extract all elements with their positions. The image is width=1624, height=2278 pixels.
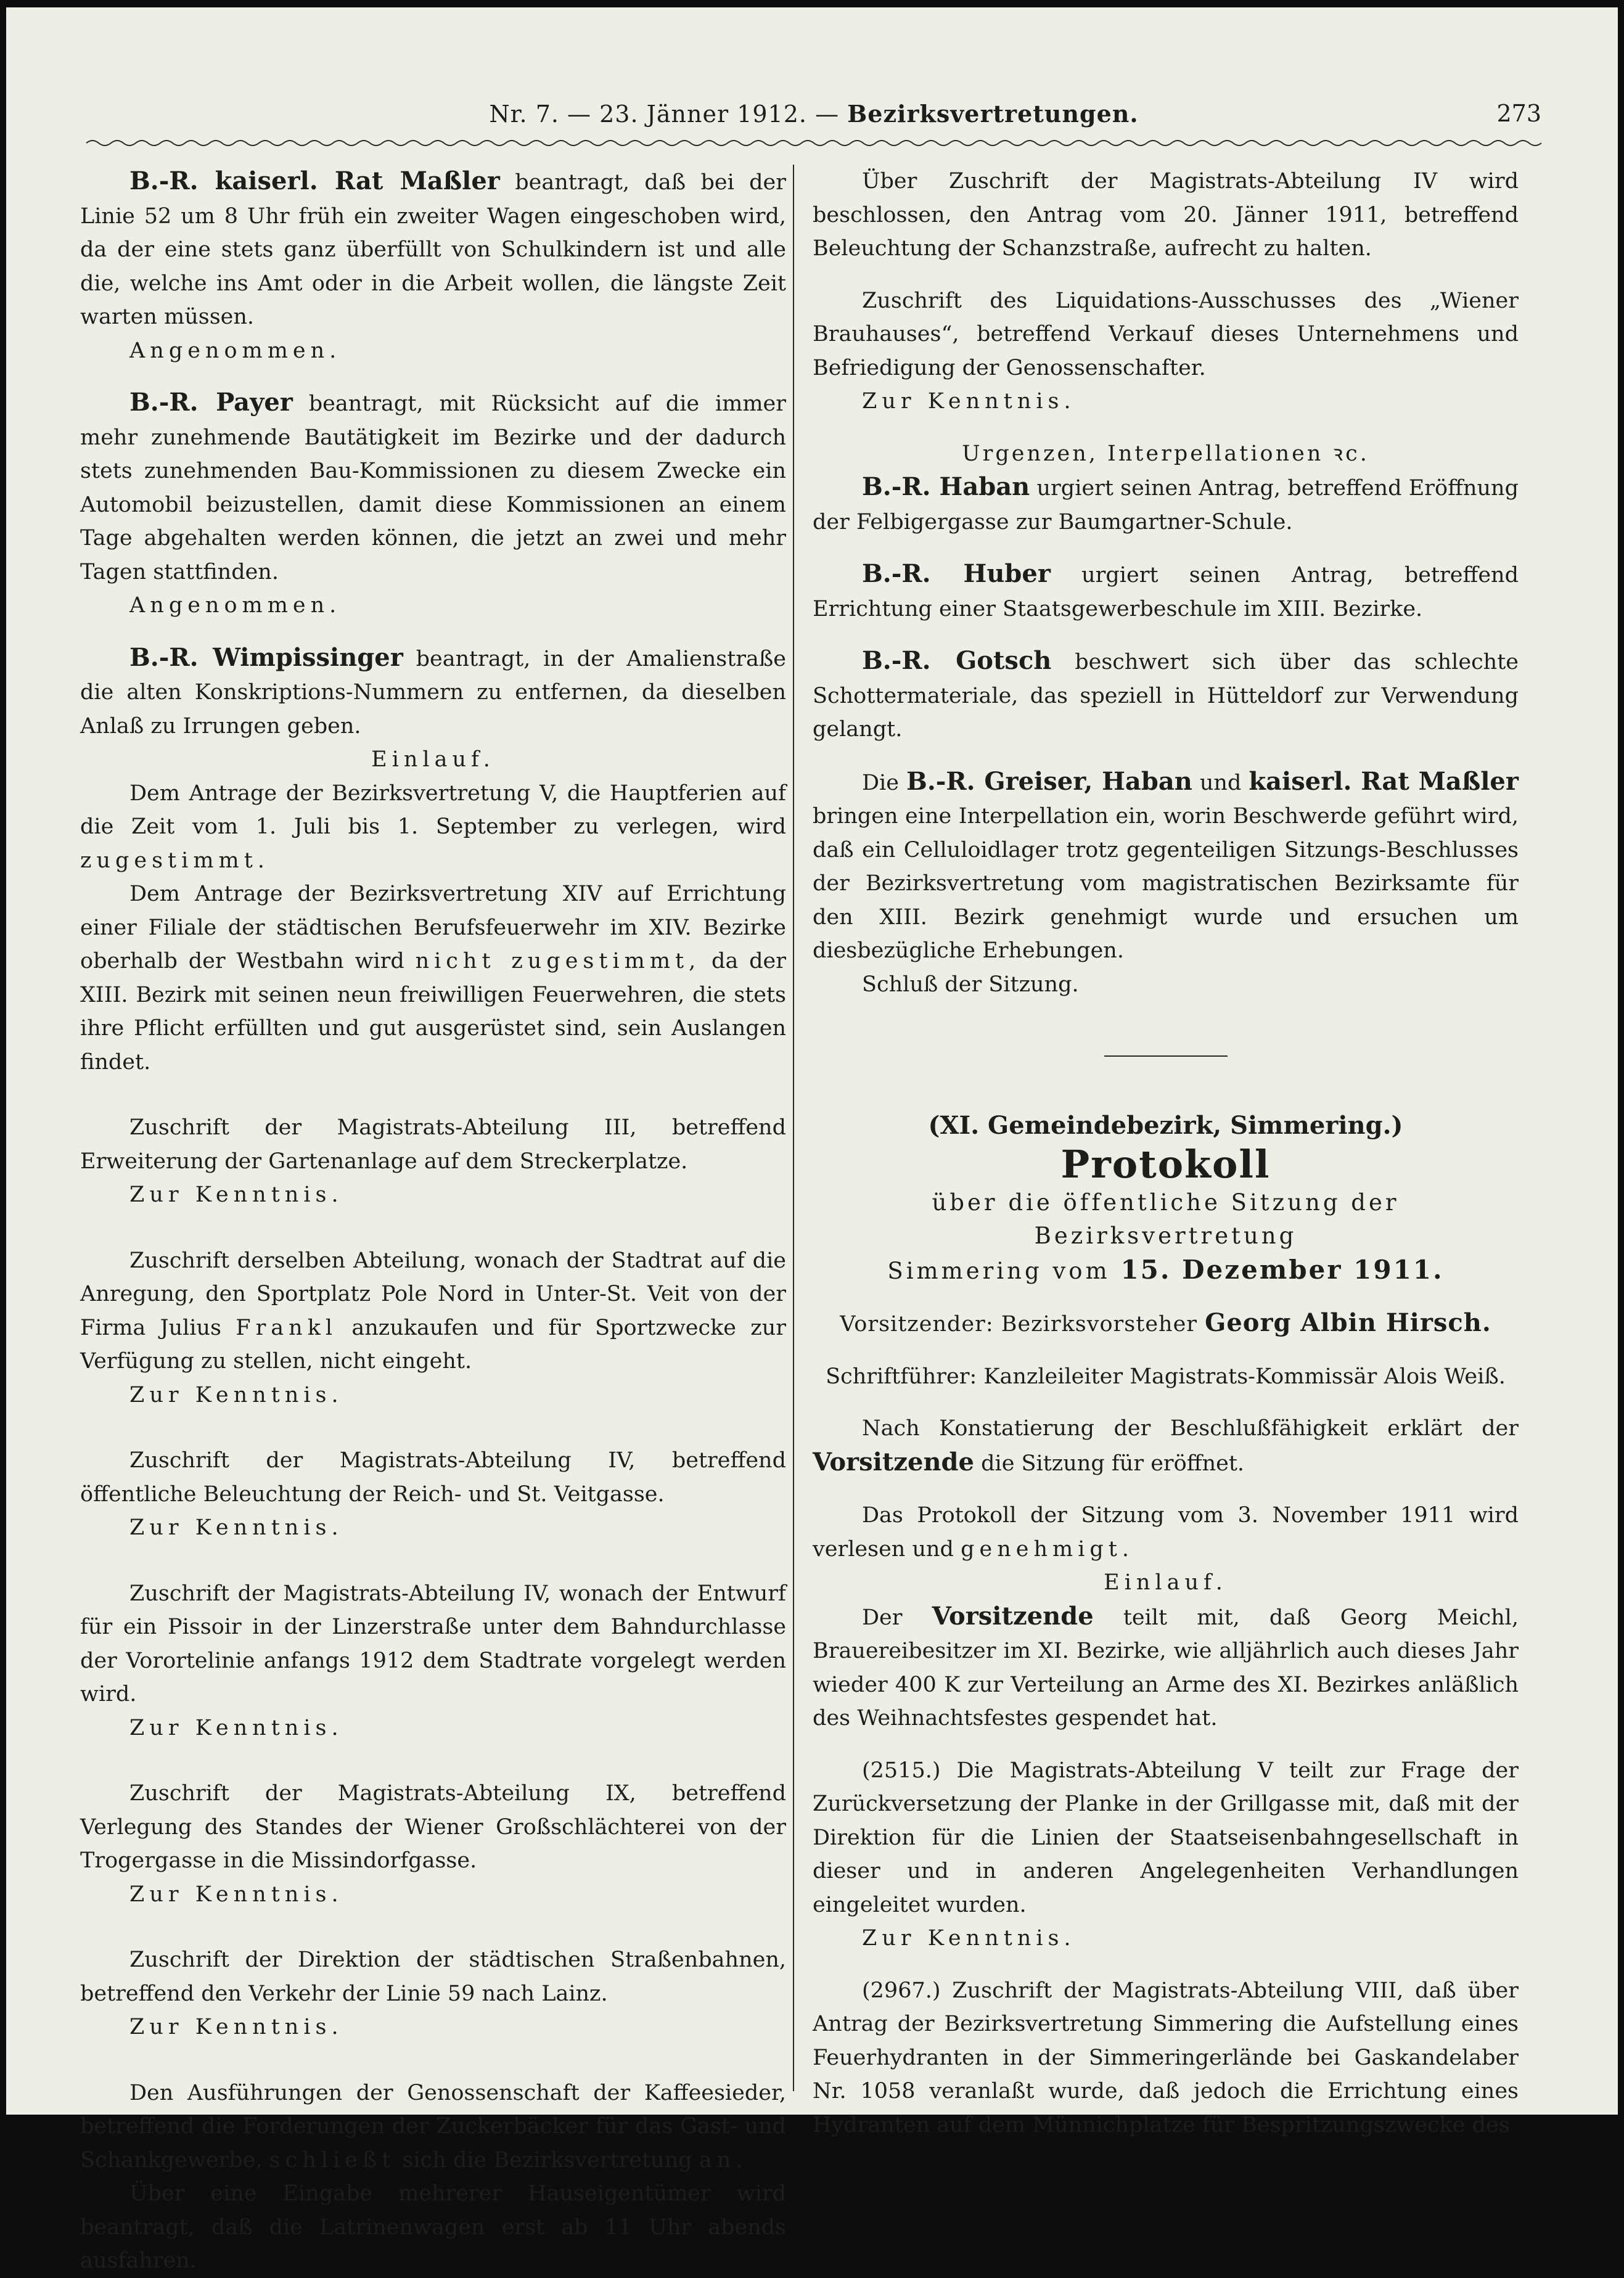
paragraph-sportplatz: Zuschrift derselben Abteilung, wonach der Stadtrat auf die Anregung, den Sportplatz Pole Nord in Unter-St. Veit von der Firma Julius Frankl anzukaufen und für Sportzwecke zur Verfügung zu stellen, nicht eingeht. xyxy=(80,1248,786,1374)
protokoll-date: Simmering vom 15. Dezember 1911. xyxy=(887,1254,1444,1285)
right-column xyxy=(813,165,1519,2142)
paragraph-strassenbahnen: Zuschrift der Direktion der städtischen Straßenbahnen, betreffend den Verkehr der Linie 59 nach Lainz. xyxy=(80,1948,786,2006)
speaker-name: B.-R. Gotsch xyxy=(862,646,1052,675)
page-header xyxy=(86,100,1541,137)
speaker-name: B.-R. Greiser, Haban xyxy=(906,766,1192,796)
page-number: 273 xyxy=(1496,100,1541,127)
paragraph-berufsfeuerwehr: Dem Antrage der Bezirksvertretung XIV auf Errichtung einer Filiale der städtischen Berufsfeuerwehr im XIV. Bezirke oberhalb der Westbahn wird nicht zugestimmt, da der XIII. Bezirk mit seinen neun freiwilligen Feuerwehren, die stets ihre Pflicht erfüllten und gut ausgerüstet sind, sein Auslangen findet. xyxy=(80,882,786,1075)
speaker-name: B.-R. kaiserl. Rat Maßler xyxy=(129,166,500,195)
column-divider xyxy=(793,165,794,2091)
paragraph-schanzstrasse: Über Zuschrift der Magistrats-Abteilung IV wird beschlossen, den Antrag vom 20. Jänner 1911, betreffend Beleuchtung der Schanzstraße, aufrecht zu halten. xyxy=(813,169,1519,261)
paragraph-haban: B.-R. Haban urgiert seinen Antrag, betreffend Eröffnung der Felbigergasse zur Baumgartner-Schule. xyxy=(813,472,1519,535)
result-note: Zur Kenntnis. xyxy=(129,1382,343,1407)
protokoll-title: Protokoll xyxy=(1060,1141,1271,1187)
paragraph-2515: (2515.) Die Magistrats-Abteilung V teilt zur Frage der Zurückversetzung der Planke in der Grillgasse mit, daß mit der Direktion für die Linien der Staatseisenbahngesellschaft in dieser und in anderen Angelegenheiten Verhandlungen eingeleitet wurden. xyxy=(813,1758,1519,1917)
section-heading-urgenzen: Urgenzen, Interpellationen ꝛc. xyxy=(962,441,1369,466)
secretary-line: Schriftführer: Kanzleileiter Magistrats-Kommissär Alois Weiß. xyxy=(826,1364,1506,1389)
protokoll-subtitle: über die öffentliche Sitzung der Bezirksvertretung xyxy=(932,1189,1400,1249)
session-end: Schluß der Sitzung. xyxy=(862,972,1079,997)
paragraph-latrinenwagen: Über eine Eingabe mehrerer Hauseigentümer wird beantragt, daß die Latrinenwagen erst ab 11 Uhr abends ausfahren. xyxy=(80,2181,786,2273)
section-divider xyxy=(1104,1055,1228,1057)
paragraph-opening: Nach Konstatierung der Beschlußfähigkeit erklärt der Vorsitzende die Sitzung für eröffnet. xyxy=(813,1416,1519,1477)
paragraph-grossschlaechterei: Zuschrift der Magistrats-Abteilung IX, betreffend Verlegung des Standes der Wiener Großschlächterei von der Trogergasse in die Missindorfgasse. xyxy=(80,1781,786,1873)
header-prefix: Nr. 7. — 23. Jänner 1912. — xyxy=(489,100,840,128)
header-wavy-rule xyxy=(86,137,1541,149)
paragraph-protokoll-approval: Das Protokoll der Sitzung vom 3. November 1911 wird verlesen und genehmigt. xyxy=(813,1503,1519,1562)
chairman-line: Vorsitzender: Bezirksvorsteher Georg Albin Hirsch. xyxy=(840,1308,1491,1337)
paragraph-interpellation: Die B.-R. Greiser, Haban und kaiserl. Rat Maßler bringen eine Interpellation ein, worin Beschwerde geführt wird, daß ein Celluloidlager trotz gegenteiligen Sitzungs-Beschlusses der Bezirksvertretung vom magistratischen Bezirksamte für den XIII. Bezirk genehmigt wurde und ersuchen um diesbezügliche Erhebungen. xyxy=(813,766,1519,963)
result-note: Zur Kenntnis. xyxy=(129,2015,343,2039)
section-heading-einlauf: Einlauf. xyxy=(371,747,495,772)
section-heading-einlauf: Einlauf. xyxy=(1104,1570,1228,1595)
result-note: Zur Kenntnis. xyxy=(129,1515,343,1540)
paragraph-payer-motion: B.-R. Payer beantragt, mit Rücksicht auf die immer mehr zunehmende Bautätigkeit im Bezirke und der dadurch stets zunehmenden Bau-Kommissionen zu diesem Zwecke ein Automobil beizustellen, damit diese Kommissionen an einem Tage abgehalten werden können, die jetzt an zwei und mehr Tagen stattfinden. xyxy=(80,388,786,584)
paragraph-2967: (2967.) Zuschrift der Magistrats-Abteilung VIII, daß über Antrag der Bezirksvertretung Simmering die Aufstellung eines Feuerhydranten in der Simmeringerlände bei Gaskandelaber Nr. 1058 veranlaßt wurde, daß jedoch die Errichtung eines Hydranten auf dem Münnichplatze für Bespritzungszwecke des xyxy=(813,1978,1519,2137)
district-heading: (XI. Gemeindebezirk, Simmering.) xyxy=(928,1111,1403,1140)
paragraph-brauhaus: Zuschrift des Liquidations-Ausschusses des „Wiener Brauhauses“, betreffend Verkauf dieses Unternehmens und Befriedigung der Genossenschafter. xyxy=(813,288,1519,380)
result-note: Zur Kenntnis. xyxy=(129,1882,343,1907)
paragraph-masler-motion: B.-R. kaiserl. Rat Maßler beantragt, daß bei der Linie 52 um 8 Uhr früh ein zweiter Wagen eingeschoben wird, da der eine stets ganz überfüllt von Schulkindern ist und alle die, welche ins Amt oder in die Arbeit wollen, die längste Zeit warten müssen. xyxy=(80,166,786,329)
left-column xyxy=(80,165,786,2278)
speaker-name: B.-R. Wimpissinger xyxy=(129,642,403,672)
speaker-name: B.-R. Haban xyxy=(862,472,1030,501)
paragraph-gartenanlage: Zuschrift der Magistrats-Abteilung III, betreffend Erweiterung der Gartenanlage auf dem Streckerplatze. xyxy=(80,1115,786,1174)
result-note: Angenommen. xyxy=(129,338,342,363)
paragraph-meichl-donation: Der Vorsitzende teilt mit, daß Georg Meichl, Brauereibesitzer im XI. Bezirke, wie alljährlich auch dieses Jahr wieder 400 K zur Verteilung an Arme des XI. Bezirkes anläßlich des Weihnachtsfestes gespendet hat. xyxy=(813,1601,1519,1731)
paragraph-kaffeesieder: Den Ausführungen der Genossenschaft der Kaffeesieder, betreffend die Forderungen der Zuckerbäcker für das Gast- und Schankgewerbe, schließt sich die Bezirksvertretung an. xyxy=(80,2080,786,2173)
header-title xyxy=(86,100,1541,128)
speaker-name: B.-R. Huber xyxy=(862,559,1051,588)
paragraph-hauptferien: Dem Antrage der Bezirksvertretung V, die Hauptferien auf die Zeit vom 1. Juli bis 1. September zu verlegen, wird zugestimmt. xyxy=(80,781,786,873)
paragraph-gotsch: B.-R. Gotsch beschwert sich über das schlechte Schottermateriale, das speziell in Hütteldorf zur Verwendung gelangt. xyxy=(813,646,1519,742)
paragraph-pissoir: Zuschrift der Magistrats-Abteilung IV, wonach der Entwurf für ein Pissoir in der Linzerstraße unter dem Bahndurchlasse der Vorortelinie anfangs 1912 dem Stadtrate vorgelegt werden wird. xyxy=(80,1581,786,1706)
result-note: Zur Kenntnis. xyxy=(129,1182,343,1207)
result-note: Zur Kenntnis. xyxy=(862,389,1076,414)
speaker-name: B.-R. Payer xyxy=(129,388,293,417)
document-page xyxy=(6,7,1618,2273)
speaker-name: kaiserl. Rat Maßler xyxy=(1249,766,1519,796)
result-note: Zur Kenntnis. xyxy=(129,1715,343,1740)
paragraph-beleuchtung: Zuschrift der Magistrats-Abteilung IV, betreffend öffentliche Beleuchtung der Reich- und St. Veitgasse. xyxy=(80,1448,786,1507)
header-section: Bezirksvertretungen. xyxy=(847,100,1139,128)
result-note: Angenommen. xyxy=(129,593,342,618)
result-note: Zur Kenntnis. xyxy=(862,1926,1076,1951)
paragraph-huber: B.-R. Huber urgiert seinen Antrag, betreffend Errichtung einer Staatsgewerbeschule im XIII. Bezirke. xyxy=(813,559,1519,621)
paragraph-wimpissinger-motion: B.-R. Wimpissinger beantragt, in der Amalienstraße die alten Konskriptions-Nummern zu entfernen, da dieselben Anlaß zu Irrungen geben. xyxy=(80,642,786,739)
